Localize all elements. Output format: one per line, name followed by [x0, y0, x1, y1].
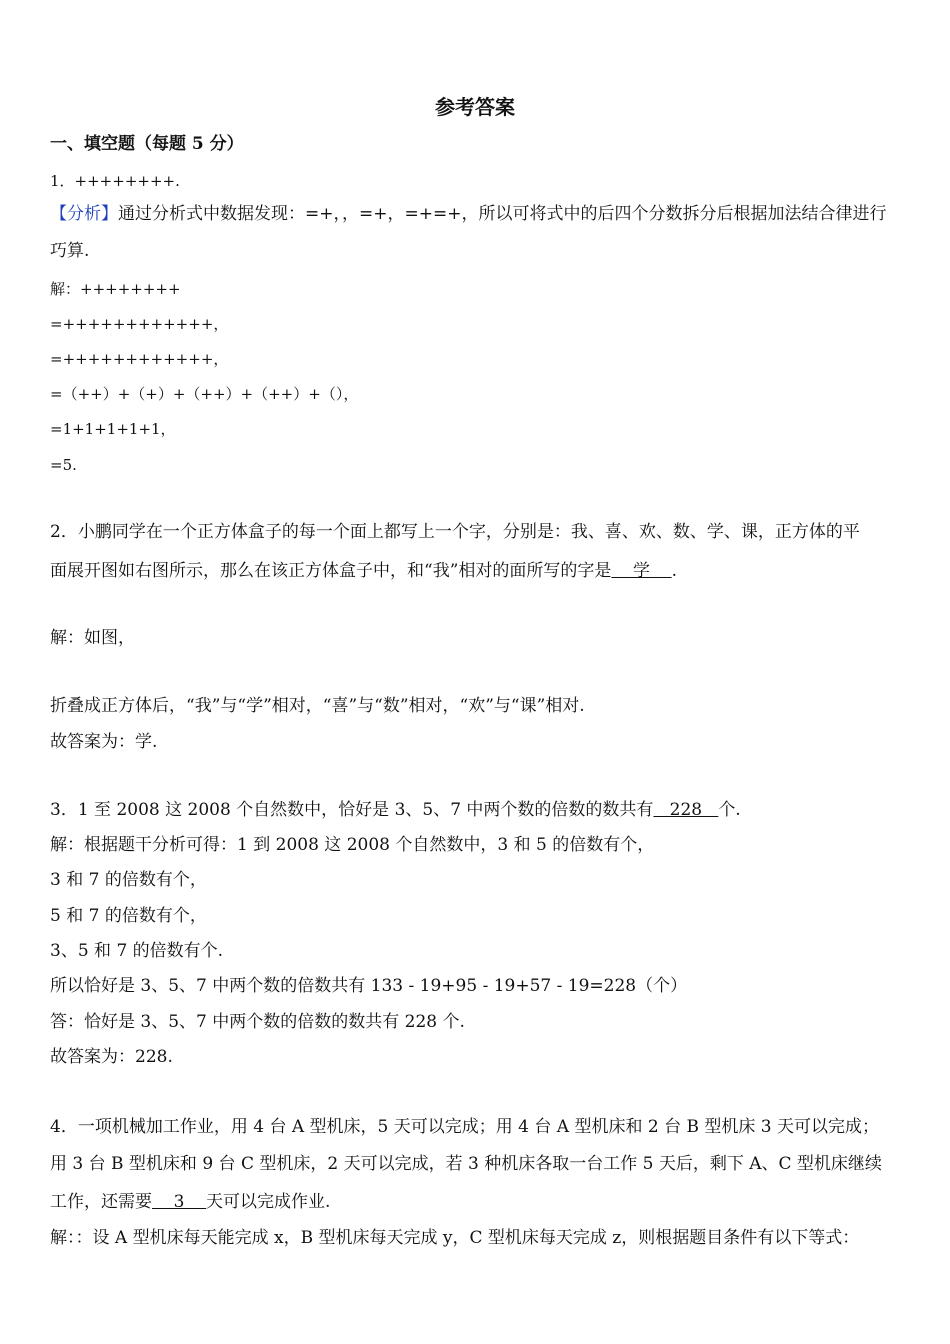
- q3-question-line: [50, 799, 741, 821]
- q1-solution-line: =5.: [50, 456, 77, 474]
- q2-solution-line: 解：如图，: [50, 628, 135, 648]
- analysis-tag: 【分析】: [50, 204, 118, 224]
- page-title: 参考答案: [435, 95, 515, 119]
- q1-solution-line: =++++++++++++，: [50, 315, 229, 333]
- q1-question: 1．++++++++.: [50, 172, 180, 190]
- q1-solution-line: 解：++++++++: [50, 280, 181, 298]
- q3-solution-line: 所以恰好是 3、5、7 中两个数的倍数共有 133 - 19+95 - 19+57 - 19=228（个）: [50, 976, 688, 996]
- q3-answer-blank: 228: [653, 800, 719, 820]
- q2-question-line-1: 2．小鹏同学在一个正方体盒子的每一个面上都写上一个字，分别是：我、喜、欢、数、学、课，正方体的平: [50, 522, 860, 542]
- q3-solution-line: 答：恰好是 3、5、7 中两个数的倍数的数共有 228 个.: [50, 1012, 465, 1032]
- q3-solution-line: 5 和 7 的倍数有个，: [50, 906, 207, 926]
- q1-analysis-line-2: 巧算.: [50, 241, 90, 261]
- q2-text: 面展开图如右图所示，那么在该正方体盒子中，和“我”相对的面所写的字是: [50, 561, 612, 581]
- q4-question-line-2: 用 3 台 B 型机床和 9 台 C 型机床，2 天可以完成，若 3 种机床各取一台工作 5 天后，剩下 A、C 型机床继续: [50, 1154, 882, 1174]
- q4-question-line-1: 4．一项机械加工作业，用 4 台 A 型机床，5 天可以完成；用 4 台 A 型机床和 2 台 B 型机床 3 天可以完成；: [50, 1117, 879, 1137]
- q3-solution-line: 3 和 7 的倍数有个，: [50, 870, 207, 890]
- q2-question-line-2: [50, 560, 677, 582]
- q4-text-end: 天可以完成作业.: [206, 1192, 331, 1212]
- q1-analysis-line-1: [50, 203, 886, 225]
- q1-solution-line: =（++）+（+）+（++）+（++）+（），: [50, 385, 359, 403]
- q3-text: 3．1 至 2008 这 2008 个自然数中，恰好是 3、5、7 中两个数的倍数的数共有: [50, 800, 654, 820]
- q2-solution-line: 折叠成正方体后，“我”与“学”相对，“喜”与“数”相对，“欢”与“课”相对.: [50, 696, 585, 716]
- q1-solution-line: =1+1+1+1+1，: [50, 420, 176, 438]
- q3-solution-line: 解：根据题干分析可得：1 到 2008 这 2008 个自然数中，3 和 5 的倍数有个，: [50, 835, 655, 855]
- q3-text-end: 个.: [718, 800, 741, 820]
- q4-text: 工作，还需要: [50, 1192, 152, 1212]
- q2-solution-line: 故答案为：学.: [50, 732, 158, 752]
- q1-solution-line: =++++++++++++，: [50, 350, 229, 368]
- q1-analysis-text: 通过分析式中数据发现：=+，，=+，=+=+，所以可将式中的后四个分数拆分后根据加法结合律进行: [118, 204, 887, 224]
- q3-solution-line: 故答案为：228.: [50, 1047, 173, 1067]
- q2-text-end: .: [671, 561, 678, 581]
- q4-question-line-3: [50, 1191, 330, 1213]
- q4-answer-blank: 3: [152, 1192, 207, 1212]
- q3-solution-line: 3、5 和 7 的倍数有个.: [50, 941, 224, 961]
- q2-answer-blank: 学: [611, 561, 672, 581]
- q4-solution-line: 解：：设 A 型机床每天能完成 x，B 型机床每天完成 y，C 型机床每天完成 z，则根据题目条件有以下等式：: [50, 1228, 860, 1248]
- section-heading: 一、填空题（每题 5 分）: [50, 134, 244, 154]
